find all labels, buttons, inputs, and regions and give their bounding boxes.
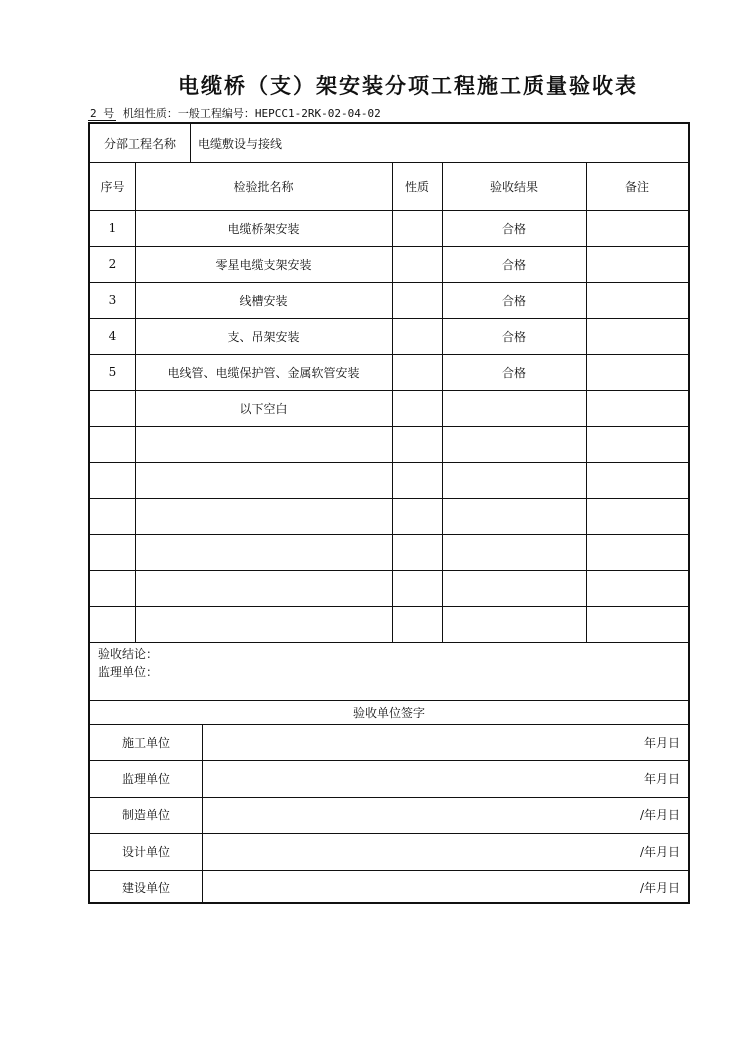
table-cell-no (90, 390, 135, 426)
table-cell-name: 支、吊架安装 (227, 329, 300, 344)
table-cell-nature (392, 426, 442, 462)
table-cell-remark (586, 354, 688, 390)
table-cell-nature (392, 318, 442, 354)
table-cell-nature (392, 570, 442, 606)
column-divider (202, 724, 203, 902)
table-cell-no: 1 (108, 221, 117, 235)
row-divider (90, 642, 688, 643)
table-cell-result: 合格 (501, 293, 526, 308)
table-cell-name: 线槽安装 (239, 293, 288, 308)
table-cell-nature (392, 534, 442, 570)
column-header: 序号 (100, 179, 125, 194)
conclusion-line: 验收结论： (98, 646, 159, 661)
signature-unit: 施工单位 (121, 735, 170, 750)
signature-date: /年月日 (639, 808, 680, 823)
table-cell-result (442, 498, 586, 534)
column-divider (392, 162, 393, 642)
column-divider (442, 162, 443, 642)
table-cell-name (135, 498, 392, 534)
table-cell-name (135, 534, 392, 570)
table-cell-nature (392, 462, 442, 498)
unit-number: 2 号 (90, 107, 115, 120)
table-cell-remark (586, 246, 688, 282)
table-cell-remark (586, 570, 688, 606)
signature-date: 年月日 (643, 772, 680, 787)
table-cell-remark (586, 462, 688, 498)
page-title: 电缆桥（支）架安装分项工程施工质量验收表 (178, 74, 638, 98)
table-cell-name: 电线管、电缆保护管、金属软管安装 (167, 365, 360, 380)
table-cell-remark (586, 390, 688, 426)
table-cell-no (90, 534, 135, 570)
table-cell-no (90, 426, 135, 462)
table-cell-result (442, 426, 586, 462)
table-cell-nature (392, 390, 442, 426)
column-header: 备注 (624, 179, 649, 194)
table-cell-name (135, 462, 392, 498)
table-cell-result: 合格 (501, 257, 526, 272)
signature-unit: 监理单位 (121, 772, 170, 787)
table-cell-remark (586, 282, 688, 318)
supervisor-line: 监理单位： (98, 664, 159, 679)
signature-date: /年月日 (639, 844, 680, 859)
table-cell-no: 4 (108, 329, 117, 343)
column-divider (135, 162, 136, 642)
table-cell-nature (392, 246, 442, 282)
table-cell-no: 3 (108, 293, 117, 307)
table-cell-remark (586, 534, 688, 570)
table-cell-remark (586, 210, 688, 246)
table-cell-name: 电缆桥架安装 (227, 221, 300, 236)
table-cell-result (442, 462, 586, 498)
project-value: 电缆敷设与接线 (198, 136, 283, 151)
table-cell-result (442, 606, 586, 642)
project-label: 分部工程名称 (103, 136, 176, 151)
signature-unit: 制造单位 (121, 808, 170, 823)
table-cell-no: 2 (108, 257, 117, 271)
table-cell-remark (586, 426, 688, 462)
acceptance-form (88, 122, 690, 904)
table-cell-remark (586, 606, 688, 642)
table-cell-nature (392, 354, 442, 390)
table-cell-result (442, 534, 586, 570)
table-cell-no: 5 (108, 365, 117, 379)
column-divider (586, 162, 587, 642)
table-cell-no (90, 462, 135, 498)
table-cell-remark (586, 498, 688, 534)
table-cell-name (135, 606, 392, 642)
signature-header: 验收单位签字 (352, 705, 425, 720)
column-header: 验收结果 (489, 179, 538, 194)
table-cell-name: 以下空白 (239, 401, 288, 416)
table-cell-result (442, 570, 586, 606)
table-cell-result: 合格 (501, 365, 526, 380)
table-cell-nature (392, 606, 442, 642)
table-cell-nature (392, 210, 442, 246)
unit-nature-and-code: 机组性质：一般工程编号：HEPCC1-2RK-02-04-02 (122, 107, 381, 120)
table-cell-nature (392, 498, 442, 534)
column-header: 检验批名称 (233, 179, 294, 194)
column-header: 性质 (404, 179, 429, 194)
signature-unit: 设计单位 (121, 844, 170, 859)
table-cell-name: 零星电缆支架安装 (215, 257, 312, 272)
signature-date: /年月日 (639, 881, 680, 896)
table-cell-name (135, 426, 392, 462)
form-subline (88, 105, 381, 121)
table-cell-nature (392, 282, 442, 318)
table-cell-result: 合格 (501, 221, 526, 236)
table-cell-no (90, 498, 135, 534)
signature-unit: 建设单位 (121, 881, 170, 896)
table-cell-name (135, 570, 392, 606)
table-cell-result: 合格 (501, 329, 526, 344)
signature-date: 年月日 (643, 735, 680, 750)
table-cell-no (90, 606, 135, 642)
table-cell-remark (586, 318, 688, 354)
table-cell-result (442, 390, 586, 426)
table-cell-no (90, 570, 135, 606)
